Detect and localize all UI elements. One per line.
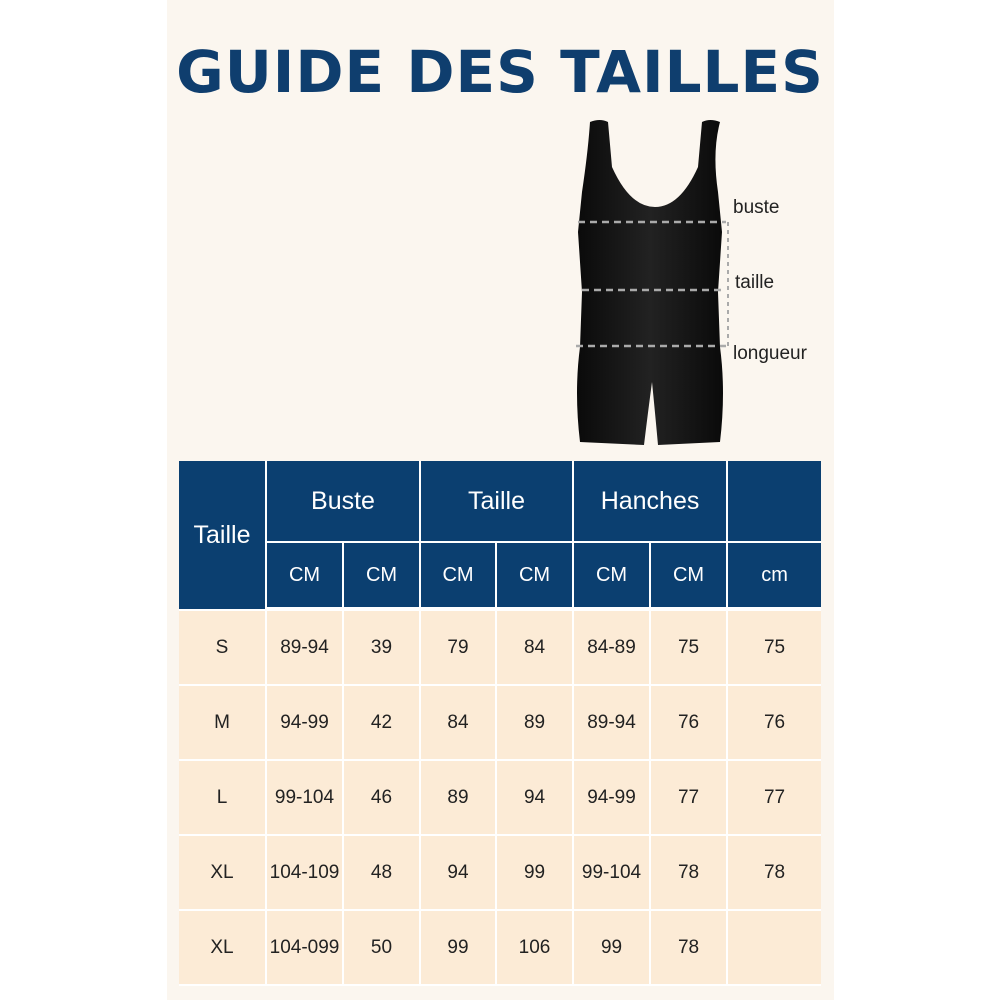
table-cell: 39 bbox=[344, 611, 421, 686]
size-table bbox=[179, 461, 821, 986]
table-cell: 78 bbox=[651, 911, 728, 986]
table-cell: 75 bbox=[728, 611, 821, 686]
table-cell: 78 bbox=[651, 836, 728, 911]
table-cell: 89 bbox=[421, 761, 497, 836]
bodysuit-image bbox=[560, 112, 750, 457]
table-cell: 42 bbox=[344, 686, 421, 761]
table-cell: 94-99 bbox=[574, 761, 651, 836]
size-cell: XL bbox=[179, 836, 267, 911]
hips-group-header: Hanches bbox=[574, 461, 728, 543]
size-column-header: Taille bbox=[179, 461, 267, 611]
table-cell: 78 bbox=[728, 836, 821, 911]
unit-header: CM bbox=[574, 543, 651, 611]
table-cell: 75 bbox=[651, 611, 728, 686]
table-cell: 50 bbox=[344, 911, 421, 986]
table-cell: 106 bbox=[497, 911, 574, 986]
table-cell: 77 bbox=[651, 761, 728, 836]
table-row bbox=[179, 836, 821, 911]
bodysuit-shape bbox=[577, 120, 723, 445]
table-cell: 99 bbox=[574, 911, 651, 986]
table-cell: 84 bbox=[421, 686, 497, 761]
unit-header: CM bbox=[421, 543, 497, 611]
waist-group-header: Taille bbox=[421, 461, 574, 543]
length-group-header bbox=[728, 461, 821, 543]
size-cell: XL bbox=[179, 911, 267, 986]
bust-group-header: Buste bbox=[267, 461, 421, 543]
table-cell: 77 bbox=[728, 761, 821, 836]
table-row bbox=[179, 761, 821, 836]
table-cell: 89-94 bbox=[574, 686, 651, 761]
table-cell: 89-94 bbox=[267, 611, 344, 686]
table-cell: 99 bbox=[497, 836, 574, 911]
table-cell: 99-104 bbox=[574, 836, 651, 911]
table-cell: 104-099 bbox=[267, 911, 344, 986]
table-cell: 84 bbox=[497, 611, 574, 686]
waist-label: taille bbox=[735, 272, 775, 293]
size-cell: M bbox=[179, 686, 267, 761]
length-label: longueur bbox=[733, 343, 807, 364]
table-cell: 94 bbox=[421, 836, 497, 911]
page-title: GUIDE DES TAILLES bbox=[176, 38, 824, 106]
unit-header: CM bbox=[497, 543, 574, 611]
table-row bbox=[179, 911, 821, 986]
table-cell: 89 bbox=[497, 686, 574, 761]
table-cell: 48 bbox=[344, 836, 421, 911]
table-cell: 46 bbox=[344, 761, 421, 836]
table-cell: 104-109 bbox=[267, 836, 344, 911]
table-cell: 84-89 bbox=[574, 611, 651, 686]
unit-header: CM bbox=[344, 543, 421, 611]
table-cell: 94-99 bbox=[267, 686, 344, 761]
table-cell: 76 bbox=[728, 686, 821, 761]
unit-header: cm bbox=[728, 543, 821, 611]
table-cell bbox=[728, 911, 821, 986]
table-cell: 94 bbox=[497, 761, 574, 836]
table-cell: 99-104 bbox=[267, 761, 344, 836]
unit-header: CM bbox=[651, 543, 728, 611]
size-cell: L bbox=[179, 761, 267, 836]
unit-header: CM bbox=[267, 543, 344, 611]
table-cell: 79 bbox=[421, 611, 497, 686]
table-cell: 99 bbox=[421, 911, 497, 986]
table-row bbox=[179, 611, 821, 686]
size-cell: S bbox=[179, 611, 267, 686]
bust-label: buste bbox=[733, 197, 780, 218]
table-cell: 76 bbox=[651, 686, 728, 761]
table-row bbox=[179, 686, 821, 761]
